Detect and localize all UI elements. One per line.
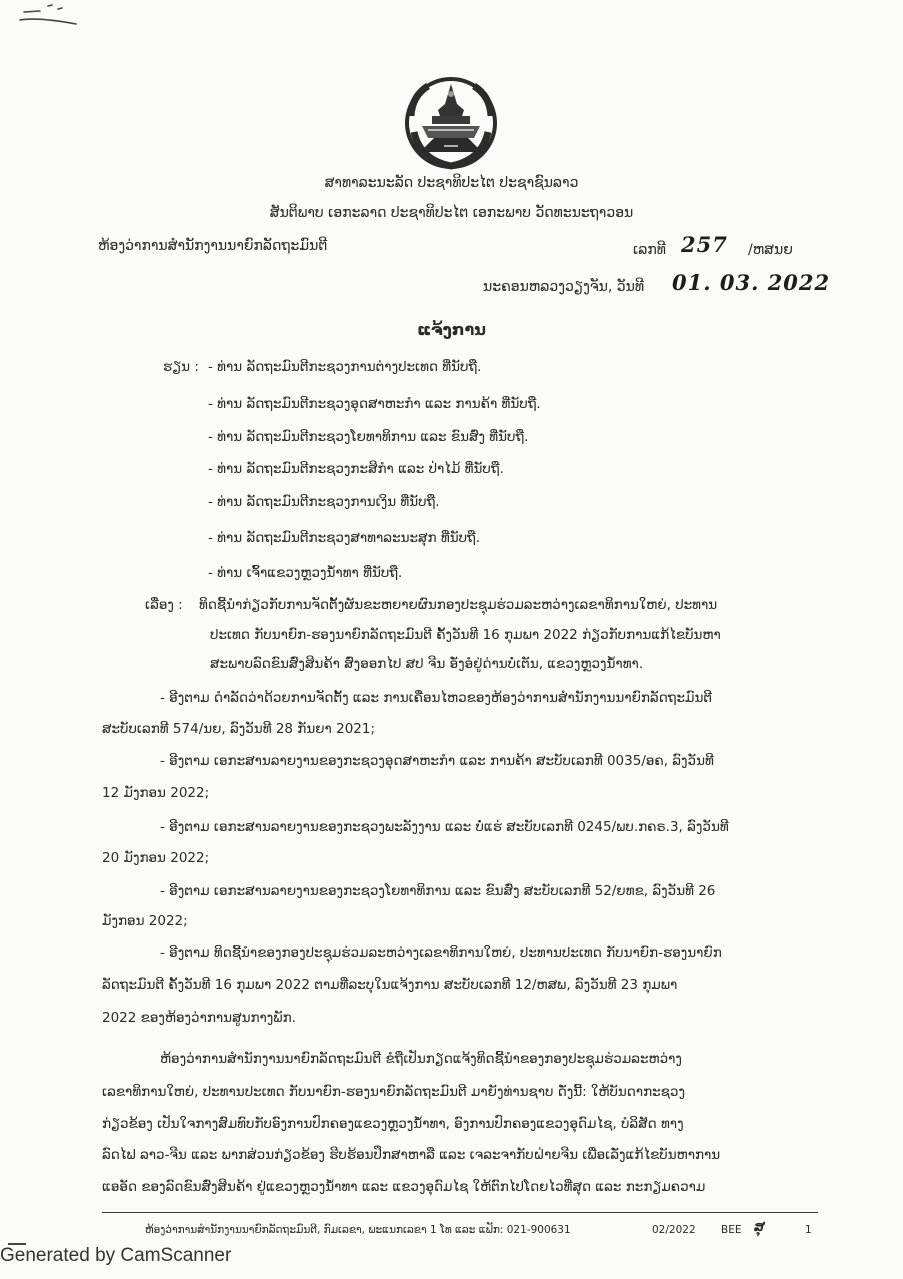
camscanner-watermark: Generated by CamScanner xyxy=(0,1245,232,1266)
body-line: ລົດໄຟ ລາວ-ຈີນ ແລະ ພາກສ່ວນກ່ຽວຂ້ອງ ຮີບຮ້ອນປຶກສາຫາລື ແລະ ເຈລະຈາກັບຝ່າຍຈີນ ເພື່ອເລັ່ງແກ້ໄຂບັນຫາການ xyxy=(102,1147,721,1163)
recipient-item: - ທ່ານ ລັດຖະມົນຕີກະຊວງສາທາລະນະສຸກ ທີ່ນັບຖື. xyxy=(208,530,481,546)
reference-line: - ອີງຕາມ ດຳລັດວ່າດ້ວຍການຈັດຕັ້ງ ແລະ ການເຄື່ອນໄຫວຂອງຫ້ອງວ່າການສຳນັກງານນາຍົກລັດຖະມົນຕີ xyxy=(160,690,713,706)
doc-number-label: ເລກທີ xyxy=(633,242,666,258)
subject-line: ປະເທດ ກັບນາຍົກ-ຮອງນາຍົກລັດຖະມົນຕີ ຄັ້ງວັນທີ 16 ກຸມພາ 2022 ກ່ຽວກັບການແກ້ໄຂບັນຫາ xyxy=(210,627,721,643)
subject-label: ເລື່ອງ : xyxy=(145,597,183,613)
recipient-item: - ທ່ານ ລັດຖະມົນຕີກະຊວງກະສິກຳ ແລະ ປ່າໄມ້ ທີ່ນັບຖື. xyxy=(208,461,504,477)
recipients-label: ຮຽນ : xyxy=(163,359,199,375)
place-date-label: ນະຄອນຫລວງວຽງຈັນ, ວັນທີ xyxy=(483,279,644,295)
footer-address: ຫ້ອງວ່າການສຳນັກງານນາຍົກລັດຖະມົນຕີ, ກົມເລຂາ, ພະແນກເລຂາ 1 ໂທ ແລະ ແຟັກ: 021-900631 xyxy=(145,1224,571,1236)
pen-mark xyxy=(18,2,78,30)
recipient-item: - ທ່ານ ລັດຖະມົນຕີກະຊວງໂຍທາທິການ ແລະ ຂົນສົ່ງ ທີ່ນັບຖື. xyxy=(208,429,529,445)
recipient-item: - ທ່ານ ເຈົ້າແຂວງຫຼວງນ້ຳທາ ທີ່ນັບຖື. xyxy=(208,565,403,581)
reference-line: - ອີງຕາມ ເອກະສານລາຍງານຂອງກະຊວງອຸດສາຫະກຳ ແລະ ການຄ້າ ສະບັບເລກທີ 0035/ອຄ, ລົງວັນທີ xyxy=(160,753,714,769)
body-line: ຫ້ອງວ່າການສຳນັກງານນາຍົກລັດຖະມົນຕີ ຂໍຖືເປັນກຽດແຈ້ງທິດຊີ້ນຳຂອງກອງປະຊຸມຮ່ວມລະຫວ່າງ xyxy=(160,1051,682,1067)
reference-line: - ອີງຕາມ ເອກະສານລາຍງານຂອງກະຊວງໂຍທາທິການ ແລະ ຂົນສົ່ງ ສະບັບເລກທີ 52/ຍທຂ, ລົງວັນທີ 26 xyxy=(160,883,716,899)
footer-code: 02/2022 xyxy=(652,1224,696,1236)
issuing-office: ຫ້ອງວ່າການສຳນັກງານນາຍົກລັດຖະມົນຕີ xyxy=(98,238,328,254)
reference-line: 12 ມັງກອນ 2022; xyxy=(102,785,210,801)
reference-line: ສະບັບເລກທີ 574/ນຍ, ລົງວັນທີ 28 ກັນຍາ 2021; xyxy=(102,721,376,737)
recipient-item: - ທ່ານ ລັດຖະມົນຕີກະຊວງການເງິນ ທີ່ນັບຖື. xyxy=(208,494,440,510)
recipient-item: - ທ່ານ ລັດຖະມົນຕີກະຊວງການຕ່າງປະເທດ ທີ່ນັບຖື. xyxy=(208,359,482,375)
reference-line: 20 ມັງກອນ 2022; xyxy=(102,850,210,866)
reference-line: ລັດຖະມົນຕີ ຄັ້ງວັນທີ 16 ກຸມພາ 2022 ຕາມທີ່ລະບຸໃນແຈ້ງການ ສະບັບເລກທີ 12/ຫສພ, ລົງວັນທີ 23 ກຸມພາ xyxy=(102,977,678,993)
subject-line: ສະພາບລົດຂົນສົ່ງສິນຄ້າ ສົ່ງອອກໄປ ສປ ຈີນ ອັ່ງອໍຢູ່ດ່ານບໍ່ເຕັນ, ແຂວງຫຼວງນ້ຳທາ. xyxy=(210,656,644,672)
recipient-item: - ທ່ານ ລັດຖະມົນຕີກະຊວງອຸດສາຫະກຳ ແລະ ການຄ້າ ທີ່ນັບຖື. xyxy=(208,396,541,412)
footer-initials: ສຸ xyxy=(754,1220,765,1235)
header-line-2: ສັນຕິພາບ ເອກະລາດ ປະຊາທິປະໄຕ ເອກະພາບ ວັດທະນະຖາວອນ xyxy=(269,205,634,221)
page-number: 1 xyxy=(805,1224,812,1236)
header-line-1: ສາທາລະນະລັດ ປະຊາທິປະໄຕ ປະຊາຊົນລາວ xyxy=(324,175,579,191)
body-line: ເລຂາທິການໃຫຍ່, ປະທານປະເທດ ກັບນາຍົກ-ຮອງນາຍົກລັດຖະມົນຕີ ມາຍັງທ່ານຊາບ ດັ່ງນີ້: ໃຫ້ບັນດາກະຊວງ xyxy=(102,1084,685,1100)
reference-line: - ອີງຕາມ ທິດຊີ້ນຳຂອງກອງປະຊຸມຮ່ວມລະຫວ່າງເລຂາທິການໃຫຍ່, ປະທານປະເທດ ກັບນາຍົກ-ຮອງນາຍົກ xyxy=(160,945,722,961)
reference-line: ມັງກອນ 2022; xyxy=(102,913,188,929)
footer-divider xyxy=(102,1212,818,1213)
doc-number-suffix: /ຫສນຍ xyxy=(748,242,793,258)
reference-line: 2022 ຂອງຫ້ອງວ່າການສູນກາງພັກ. xyxy=(102,1010,296,1026)
footer-bee: BEE xyxy=(721,1224,742,1236)
subject-line: ທິດຊີ້ນຳກ່ຽວກັບການຈັດຕັ້ງຜັນຂະຫຍາຍຜົນກອງປະຊຸມຮ່ວມລະຫວ່າງເລຂາທິການໃຫຍ່, ປະທານ xyxy=(199,597,718,613)
national-emblem xyxy=(404,76,498,170)
body-line: ກ່ຽວຂ້ອງ ເປັນໃຈກາງສົມທົບກັບອົງການປົກຄອງແຂວງຫຼວງນ້ຳທາ, ອົງການປົກຄອງແຂວງອຸດົມໄຊ, ບໍລິສັດ ທາງ xyxy=(102,1116,684,1132)
reference-line: - ອີງຕາມ ເອກະສານລາຍງານຂອງກະຊວງພະລັງງານ ແລະ ບໍ່ແຮ່ ສະບັບເລກທີ 0245/ພບ.ກຄຣ.3, ລົງວັນທີ xyxy=(160,819,729,835)
document-title: ແຈ້ງການ xyxy=(417,320,486,339)
body-line: ແອອັດ ຂອງລົດຂົນສົ່ງສິນຄ້າ ຢູ່ແຂວງຫຼວງນ້ຳທາ ແລະ ແຂວງອຸດົມໄຊ ໃຫ້ຕົກໄປໂດຍໄວທີ່ສຸດ ແລະ ກະກຽມຄວາມ xyxy=(102,1179,706,1195)
doc-number-value: 257 xyxy=(681,232,728,257)
date-value: 01. 03. 2022 xyxy=(672,270,831,295)
